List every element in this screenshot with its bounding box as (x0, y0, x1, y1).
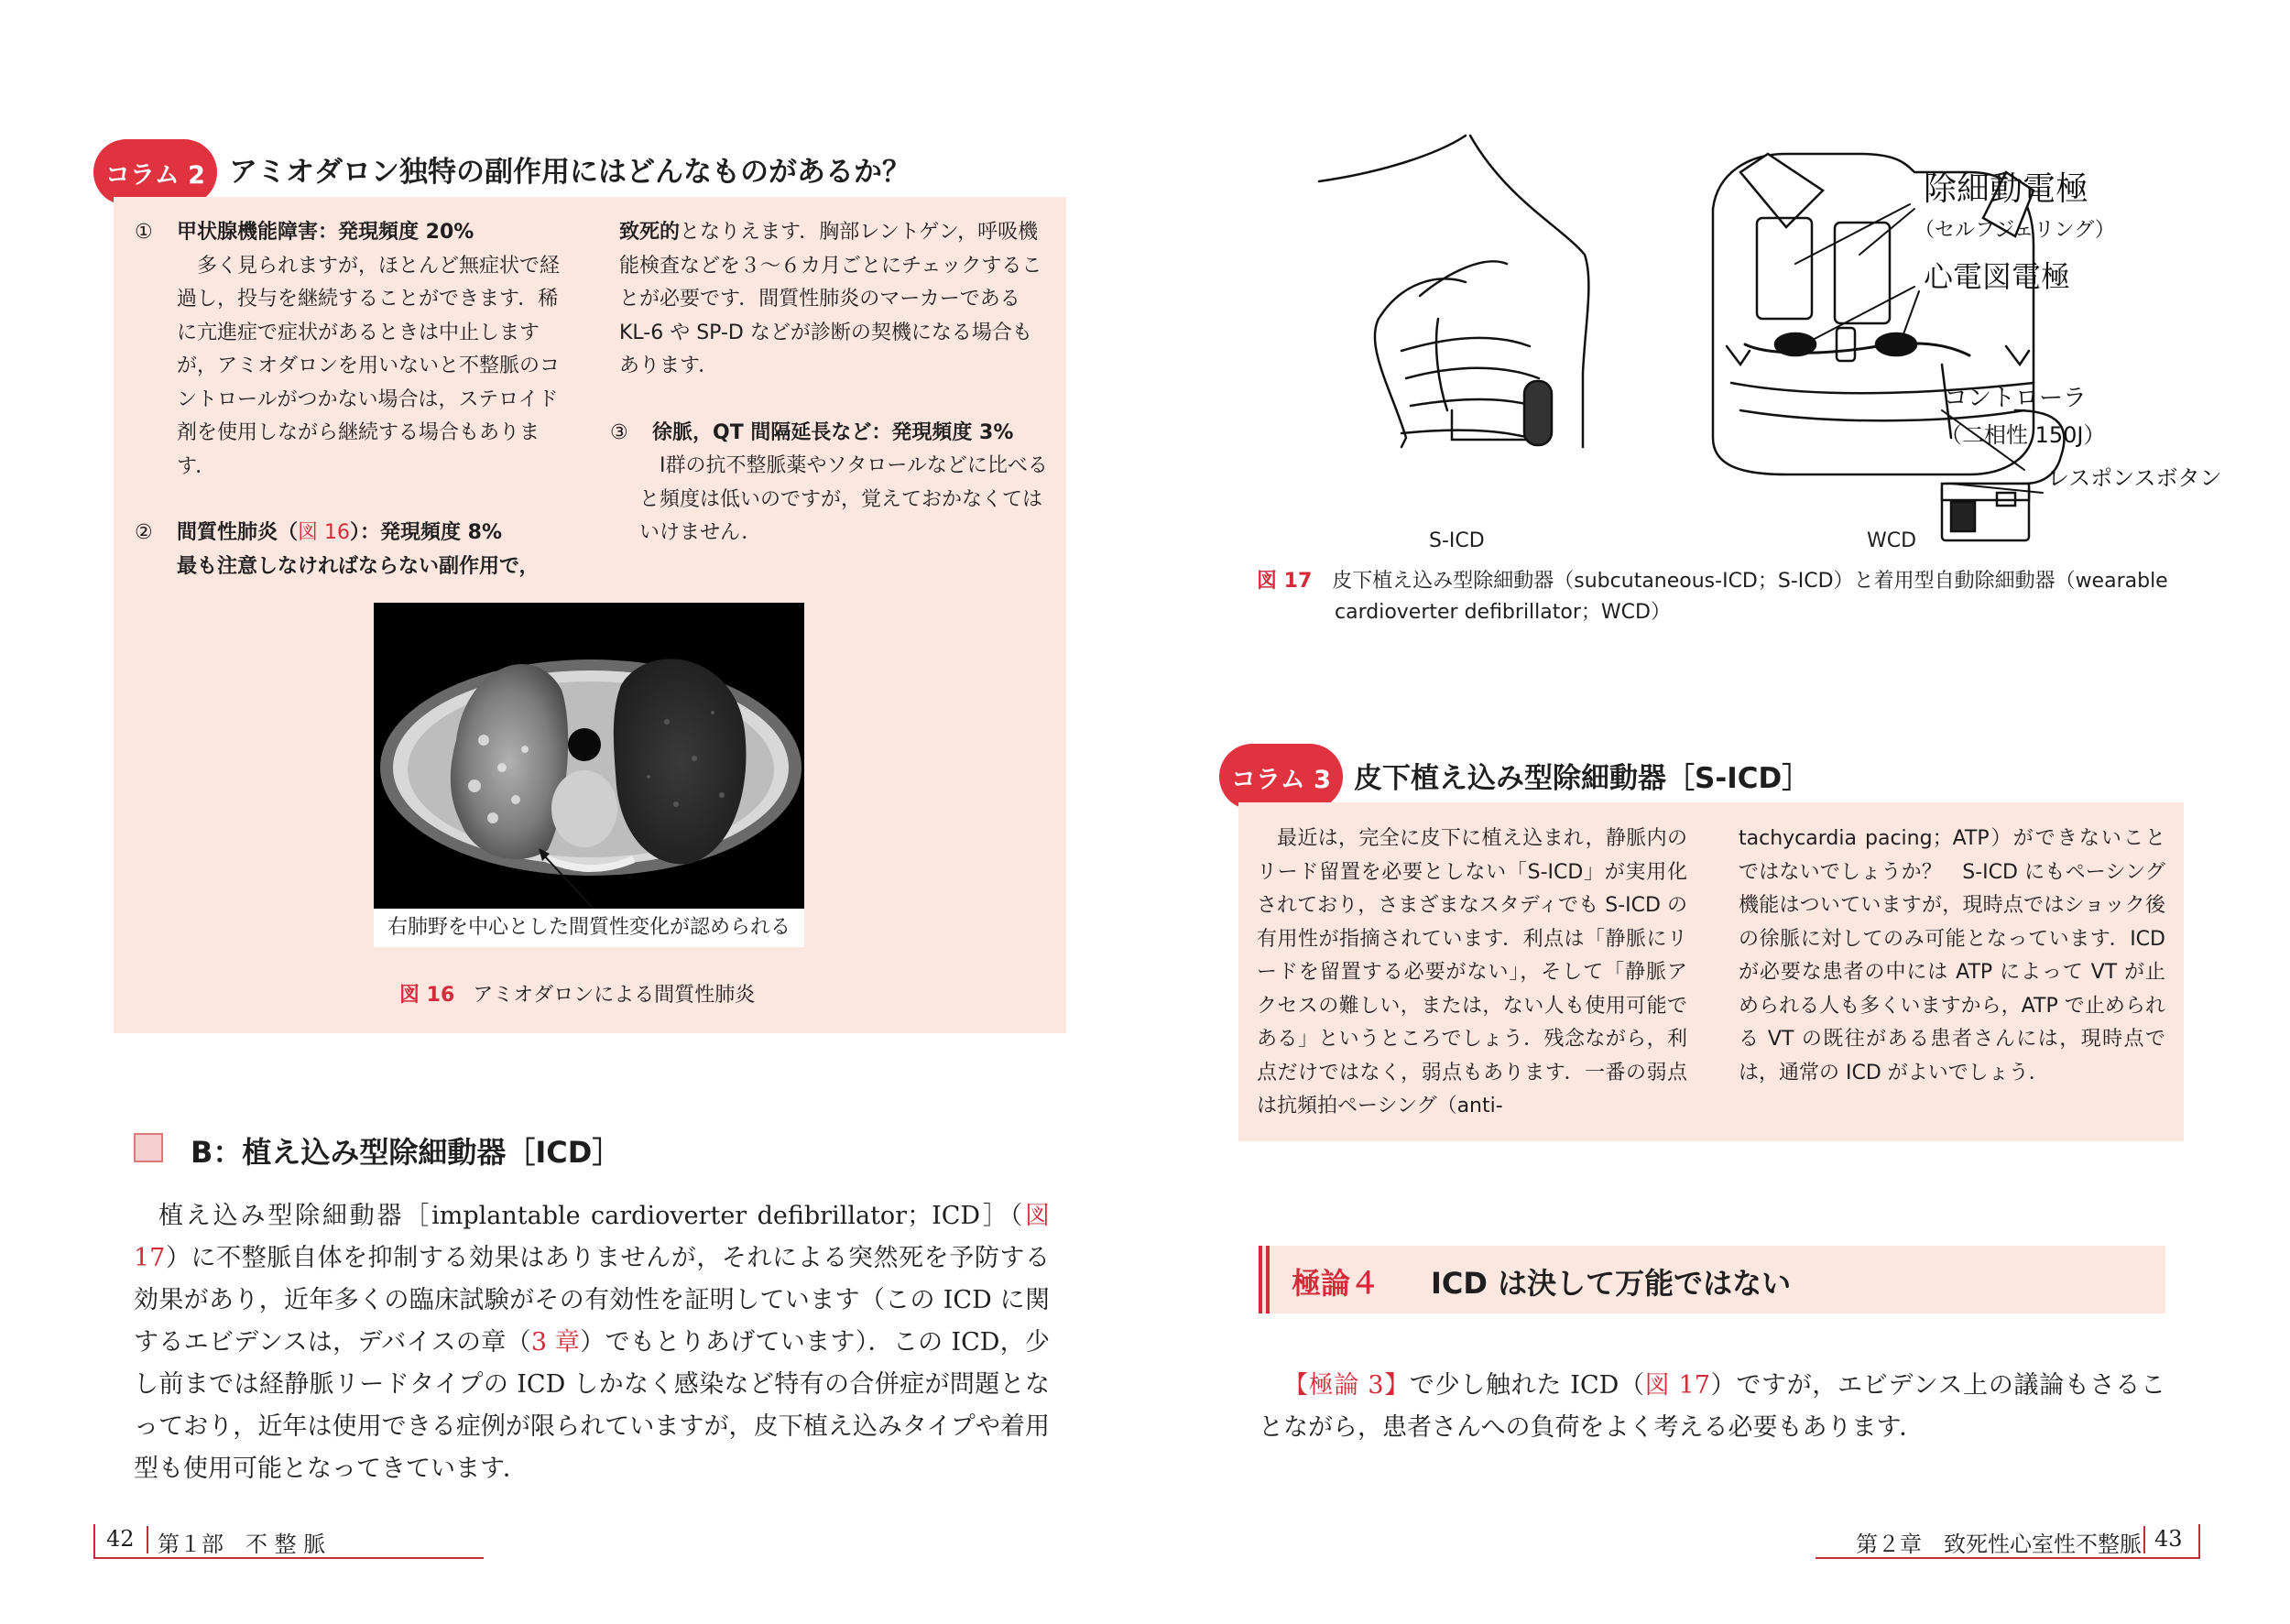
footer-right-sep (2143, 1526, 2145, 1553)
column-3-left-text: 最近は，完全に皮下に植え込まれ，静脈内のリード留置を必要としない「S-ICD」が実用化されており，さまざまなスタディでも S-ICD の有用性が指摘されています．利点は「静脈にリードを留置する必要がない」，そして「静脈アクセスの難しい，または，ない人も使用可能である」というところでしょう．残念ながら，利点だけではなく，弱点もあります．一番の弱点は抗頻拍ペーシング（anti- (1257, 827, 1687, 1117)
label-wcd: WCD (1867, 529, 1917, 552)
section-b-title: B：植え込み型除細動器［ICD］ (191, 1135, 622, 1170)
annotation-self-gelling: （セルフジェリング） (1914, 219, 2115, 242)
item-3-text: Ⅰ群の抗不整脈薬やソタロールなどに比べると頻度は低いのですが，覚えておかなくてはいけません． (639, 454, 1048, 544)
item-3-heading: ③ 徐脈，QT 間隔延長など：発現頻度 3% (610, 420, 1014, 444)
kyokuron-4-bar-2 (1266, 1246, 1270, 1313)
kyokuron-4-title: ICD は決して万能ではない (1431, 1266, 1792, 1301)
section-b-body: 植え込み型除細動器［implantable cardioverter defibrillator；ICD］（図 17）に不整脈自体を抑制する効果はありませんが，それによる突然死を予防する効果があり，近年多くの臨床試験がその有効性を証明しています（この ICD に関するエビデンスは，デバイスの章（3 章）でもとりあげています）．この ICD，少し前までは経静脈リードタイプの ICD しかなく感染など特有の合併症が問題となっており，近年は使用できる症例が限られていますが，皮下植え込みタイプや着用型も使用可能となってきています． (134, 1202, 1051, 1483)
column-2-left-text (135, 216, 565, 583)
kyokuron-4-bar (1259, 1246, 1262, 1313)
chapter-3-ref: 3 章 (530, 1328, 581, 1357)
kyokuron-4-header (1259, 1246, 2165, 1313)
annotation-biphasic: （二相性 150J） (1940, 422, 2106, 448)
page-number-left: 42 (106, 1526, 135, 1552)
kyokuron-4-body: 【極論 3】で少し触れた ICD（図 17）ですが，エビデンス上の議論もさることながら，患者さんへの負荷をよく考える必要もあります． (1259, 1371, 2165, 1442)
column-3-right-text: tachycardia pacing；ATP）ができないことではないでしょうか？ S-ICD にもペーシング機能はついていますが，現時点ではショック後の徐脈に対してのみ可能となっています．ICD が必要な患者の中には ATP によって VT が止められる人も多くいますから，ATP で止められる VT の既往がある患者さんには，現時点では，通常の ICD がよいでしょう． (1739, 827, 2165, 1084)
column-2-badge: コラム 2 (93, 139, 217, 205)
figure-17-ref-2: 図 17 (1644, 1371, 1710, 1400)
annotation-defib-electrode: 除細動電極 (1924, 170, 2089, 208)
kyokuron-4-label: 極論４ (1292, 1266, 1380, 1301)
label-s-icd: S-ICD (1429, 529, 1485, 552)
annotation-response-button: レスポンスボタン (2047, 465, 2222, 491)
column-3-title: 皮下植え込み型除細動器［S-ICD］ (1354, 762, 1811, 795)
item-2-lead: 最も注意しなければならない副作用で， (177, 554, 540, 578)
footer-left-sep (147, 1526, 148, 1553)
section-b-marker (134, 1133, 163, 1162)
page-number-right: 43 (2154, 1526, 2183, 1552)
footer-right-rule (2198, 1524, 2200, 1557)
figure-16-caption: 図 16 アミオダロンによる間質性肺炎 (399, 984, 756, 1007)
column-2-right-text (610, 216, 1050, 550)
footer-left-underline (93, 1557, 484, 1559)
figure-17-illustration (1310, 136, 2222, 566)
annotation-ecg-electrode: 心電図電極 (1924, 259, 2071, 294)
kyokuron-3-ref: 【極論 3】 (1283, 1371, 1410, 1400)
footer-chapter-title: 第２章 致死性心室性不整脈 (1856, 1531, 2142, 1557)
footer-part-title: 第１部 不 整 脈 (158, 1531, 326, 1557)
annotation-controller: コントローラ (1944, 385, 2088, 412)
column-3-badge: コラム 3 (1219, 744, 1343, 810)
figure-17-caption: 図 17 皮下植え込み型除細動器（subcutaneous-ICD；S-ICD）と着用型自動除細動器（wearable cardioverter defibrillator；WCD） (1257, 570, 2168, 624)
item-1-heading: ① 甲状腺機能障害：発現頻度 20% (135, 221, 474, 244)
figure-17-ref: 図 17 (134, 1202, 1050, 1272)
item-2-heading: ② 間質性肺炎（図 16）：発現頻度 8% (135, 521, 503, 544)
ct-annotation: 右肺野を中心とした間質性変化が認められる (374, 909, 804, 947)
ct-scan-image (374, 603, 804, 909)
figure-16-ref: 図 16 (298, 521, 351, 544)
column-2-title: アミオダロン独特の副作用にはどんなものがあるか？ (229, 156, 911, 189)
footer-left-rule (93, 1524, 95, 1557)
item-2-continuation: 致死的となりえます．胸部レントゲン，呼吸機能検査などを３〜６カ月ごとにチェックすることが必要です．間質性肺炎のマーカーである KL-6 や SP-D などが診断の契機になる場合もあります． (619, 221, 1042, 377)
item-1-text: 多く見られますが，ほとんど無症状で経過し，投与を継続することができます．稀に亢進症で症状があるときは中止しますが，アミオダロンを用いないと不整脈のコントロールがつかない場合は，ステロイド剤を使用しながら継続する場合もあります． (177, 254, 561, 478)
